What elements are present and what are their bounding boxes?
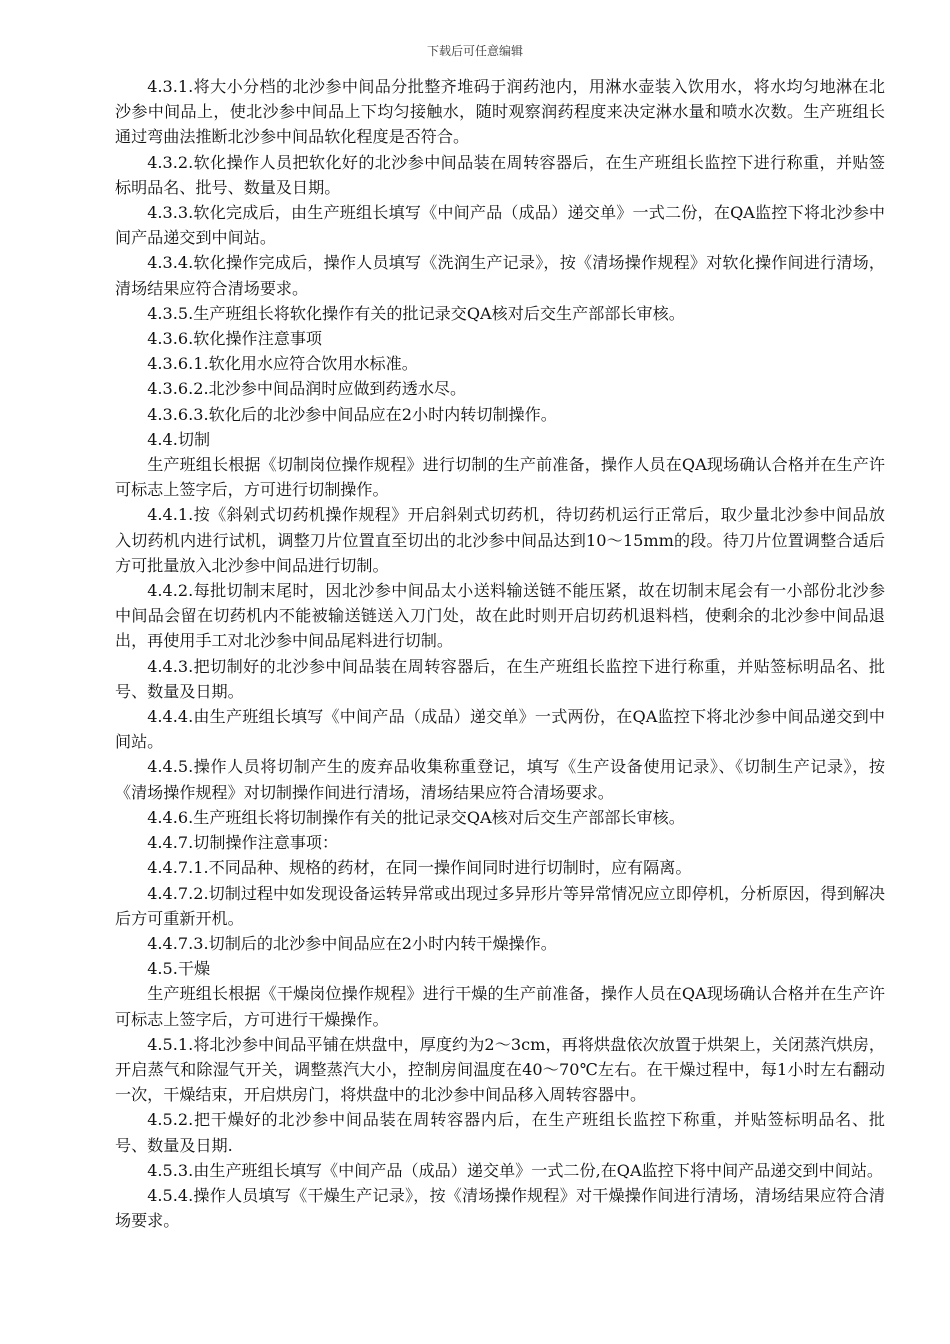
- paragraph: 4.3.5.生产班组长将软化操作有关的批记录交QA核对后交生产部部长审核。: [147, 303, 685, 323]
- paragraph: 4.3.2.软化操作人员把软化好的北沙参中间品装在周转容器后，在生产班组长监控下进行称重，并贴签标明品名、批号、数量及日期。: [115, 152, 885, 197]
- paragraph: 4.3.1.将大小分档的北沙参中间品分批整齐堆码于润药池内，用淋水壶装入饮用水，将水均匀地淋在北沙参中间品上，使北沙参中间品上下均匀接触水，随时观察润药程度来决定淋水量和喷水次数。生产班组长通过弯曲法推断北沙参中间品软化程度是否符合。: [115, 77, 885, 147]
- paragraph: 4.5.3.由生产班组长填写《中间产品（成品）递交单》一式二份,在QA监控下将中间产品递交到中间站。: [147, 1160, 884, 1180]
- page-header: 下载后可任意编辑: [426, 44, 523, 58]
- paragraph: 生产班组长根据《干燥岗位操作规程》进行干燥的生产前准备，操作人员在QA现场确认合格并在生产许可标志上签字后，方可进行干燥操作。: [115, 984, 885, 1029]
- paragraph: 4.4.4.由生产班组长填写《中间产品（成品）递交单》一式两份，在QA监控下将北沙参中间品递交到中间站。: [115, 707, 885, 752]
- paragraph: 4.4.7.3.切制后的北沙参中间品应在2小时内转干燥操作。: [147, 933, 557, 953]
- paragraph: 4.3.6.1.软化用水应符合饮用水标准。: [147, 354, 418, 374]
- paragraph: 4.4.7.2.切制过程中如发现设备运转异常或出现过多异形片等异常情况应立即停机，分析原因，得到解决后方可重新开机。: [115, 883, 885, 928]
- paragraph: 4.5.2.把干燥好的北沙参中间品装在周转容器内后，在生产班组长监控下称重，并贴签标明品名、批号、数量及日期.: [115, 1110, 885, 1155]
- section-heading: 4.5.干燥: [147, 959, 211, 979]
- paragraph: 4.3.4.软化操作完成后，操作人员填写《洗润生产记录》，按《清场操作规程》对软化操作间进行清场，清场结果应符合清场要求。: [115, 253, 885, 298]
- paragraph: 4.4.7.1.不同品种、规格的药材，在同一操作间同时进行切制时，应有隔离。: [147, 858, 692, 878]
- paragraph: 4.4.6.生产班组长将切制操作有关的批记录交QA核对后交生产部部长审核。: [147, 807, 685, 827]
- subheading: 4.3.6.软化操作注意事项: [147, 329, 323, 349]
- paragraph: 4.5.1.将北沙参中间品平铺在烘盘中，厚度约为2～3cm，再将烘盘依次放置于烘架上，关闭蒸汽烘房，开启蒸气和除湿气开关，调整蒸汽大小，控制房间温度在40～70℃左右。在干燥过程中，每1小时左右翻动一次，干燥结束，开启烘房门，将烘盘中的北沙参中间品移入周转容器中。: [115, 1034, 885, 1105]
- paragraph: 生产班组长根据《切制岗位操作规程》进行切制的生产前准备，操作人员在QA现场确认合格并在生产许可标志上签字后，方可进行切制操作。: [115, 455, 885, 500]
- paragraph: 4.3.3.软化完成后，由生产班组长填写《中间产品（成品）递交单》一式二份，在QA监控下将北沙参中间产品递交到中间站。: [115, 203, 885, 248]
- subheading: 4.4.7.切制操作注意事项：: [147, 833, 339, 853]
- paragraph: 4.4.5.操作人员将切制产生的废弃品收集称重登记，填写《生产设备使用记录》、《切制生产记录》，按《清场操作规程》对切制操作间进行清场，清场结果应符合清场要求。: [115, 757, 885, 802]
- document-body: [115, 74, 885, 1233]
- paragraph: 4.3.6.3.软化后的北沙参中间品应在2小时内转切制操作。: [147, 404, 557, 424]
- paragraph: 4.4.3.把切制好的北沙参中间品装在周转容器后，在生产班组长监控下进行称重，并贴签标明品名、批号、数量及日期。: [115, 656, 885, 701]
- section-heading: 4.4.切制: [147, 429, 211, 449]
- paragraph: 4.5.4.操作人员填写《干燥生产记录》，按《清场操作规程》对干燥操作间进行清场，清场结果应符合清场要求。: [115, 1185, 885, 1231]
- paragraph: 4.4.2.每批切制末尾时，因北沙参中间品太小送料输送链不能压紧，故在切制末尾会有一小部份北沙参中间品会留在切药机内不能被输送链送入刀门处，故在此时则开启切药机退料档，使剩余的北沙参中间品退出，再使用手工对北沙参中间品尾料进行切制。: [115, 581, 885, 651]
- paragraph: 4.3.6.2.北沙参中间品润时应做到药透水尽。: [147, 379, 467, 399]
- paragraph: 4.4.1.按《斜剁式切药机操作规程》开启斜剁式切药机，待切药机运行正常后，取少量北沙参中间品放入切药机内进行试机，调整刀片位置直至切出的北沙参中间品达到10～15mm的段。待刀片位置调整合适后方可批量放入北沙参中间品进行切制。: [115, 505, 885, 575]
